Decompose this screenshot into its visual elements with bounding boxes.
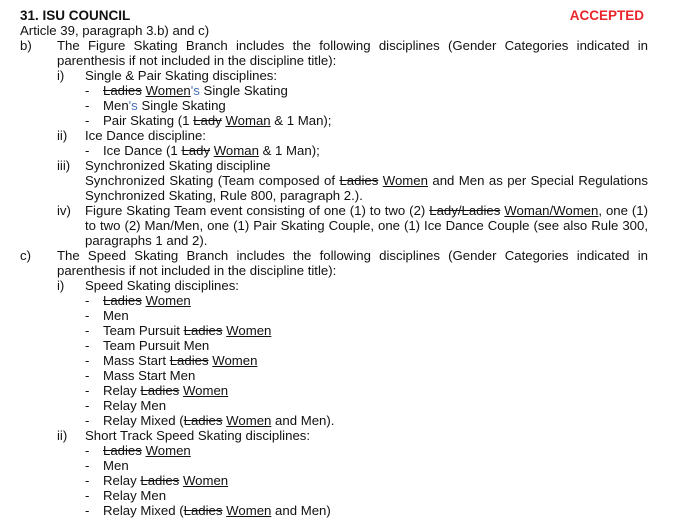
item-text: Relay Men [103, 488, 167, 503]
dash: - [85, 413, 90, 428]
inserted-text: Women [182, 383, 229, 398]
item-text: Relay Mixed ( [103, 503, 184, 518]
b-i-title: Single & Pair Skating disciplines: [85, 68, 278, 83]
list-item [85, 293, 648, 308]
item-text: Ice Dance (1 [103, 143, 182, 158]
c-ii-label: ii) [57, 428, 68, 443]
list-item [85, 488, 648, 503]
item-text: , one (1) to two (2) Man/Men, one (1) Pair Skating Couple, one (1) Ice Dance Couple (see also Rule 300, paragraphs 1 and 2). [85, 203, 648, 248]
item-text: Men [103, 308, 129, 323]
c-ii [57, 428, 648, 518]
document-page [20, 8, 648, 518]
inserted-text: Woman [225, 113, 271, 128]
list-item [85, 113, 648, 128]
dash: - [85, 488, 90, 503]
dash: - [85, 293, 90, 308]
list-item [85, 443, 648, 458]
c-i-label: i) [57, 278, 65, 293]
header [20, 8, 648, 23]
list-item [85, 143, 648, 158]
b-iv-label: iv) [57, 203, 71, 218]
item-text: & 1 Man); [270, 113, 332, 128]
b-ii [57, 128, 648, 158]
struck-text: Ladies [103, 293, 142, 308]
item-text: Mass Start Men [103, 368, 196, 383]
inserted-text: Women [145, 83, 191, 98]
item-text: and Men). [271, 413, 335, 428]
inserted-text: Women [226, 503, 272, 518]
inserted-text: Women [145, 443, 191, 458]
item-text: Pair Skating (1 [103, 113, 194, 128]
b-ii-title: Ice Dance discipline: [85, 128, 206, 143]
article-reference: Article 39, paragraph 3.b) and c) [20, 23, 210, 38]
struck-text: Ladies [140, 383, 180, 398]
b-iv-text [85, 203, 648, 248]
dash: - [85, 98, 90, 113]
item-text: Mass Start [103, 353, 170, 368]
list-item [85, 83, 648, 98]
dash: - [85, 383, 90, 398]
dash: - [85, 143, 90, 158]
b-iii [57, 158, 648, 203]
item-text: Single Skating [199, 83, 288, 98]
item-text: Relay Men [103, 398, 167, 413]
inserted-text: Women [382, 173, 428, 188]
item-text: and Men) [271, 503, 331, 518]
list-item [85, 368, 648, 383]
inserted-text: Women [226, 323, 272, 338]
dash: - [85, 443, 90, 458]
paragraph-c [20, 248, 648, 518]
c-ii-title: Short Track Speed Skating disciplines: [85, 428, 311, 443]
dash: - [85, 368, 90, 383]
dash: - [85, 458, 90, 473]
struck-text: Ladies [169, 353, 209, 368]
list-item [85, 473, 648, 488]
c-i [57, 278, 648, 428]
dash: - [85, 83, 90, 98]
struck-text: Ladies [103, 443, 142, 458]
struck-text: Lady/Ladies [429, 203, 501, 218]
inserted-text: Woman/Women [504, 203, 599, 218]
item-text: Single Skating [137, 98, 226, 113]
inserted-text: Women [145, 293, 191, 308]
struck-text: Lady [193, 113, 222, 128]
item-text: Team Pursuit [103, 323, 184, 338]
dash: - [85, 338, 90, 353]
c-i-title: Speed Skating disciplines: [85, 278, 239, 293]
item-text: Relay Mixed ( [103, 413, 184, 428]
item-text: Relay [103, 383, 141, 398]
b-i-label: i) [57, 68, 65, 83]
struck-text: Ladies [183, 413, 223, 428]
b-iii-text [85, 173, 648, 203]
section-title: 31. ISU COUNCIL [20, 8, 131, 23]
dash: - [85, 323, 90, 338]
list-item [85, 353, 648, 368]
struck-text: Ladies [103, 83, 142, 98]
status-badge: ACCEPTED [569, 8, 644, 23]
inserted-text: Women [226, 413, 272, 428]
struck-text: Ladies [140, 473, 180, 488]
dash: - [85, 113, 90, 128]
list-item [85, 398, 648, 413]
b-iv [57, 203, 648, 248]
item-text: Synchronized Skating (Team composed of [85, 173, 340, 188]
dash: - [85, 308, 90, 323]
inserted-apostrophe: 's [190, 83, 200, 98]
item-text: Relay [103, 473, 141, 488]
list-item [85, 383, 648, 398]
paragraph-c-label: c) [20, 248, 31, 263]
struck-text: Lady [181, 143, 211, 158]
item-text: Figure Skating Team event consisting of one (1) to two (2) [85, 203, 430, 218]
item-text: Men [103, 98, 129, 113]
list-item [85, 323, 648, 338]
inserted-text: Woman [213, 143, 259, 158]
item-text: Team Pursuit Men [103, 338, 210, 353]
b-iii-label: iii) [57, 158, 71, 173]
struck-text: Ladies [183, 323, 223, 338]
inserted-text: Women [182, 473, 229, 488]
item-text: and Men as per Special Regulations Synchronized Skating, Rule 800, paragraph 2.). [85, 173, 648, 203]
paragraph-b-text: The Figure Skating Branch includes the following disciplines (Gender Categories indicated in parenthesis if not included in the discipline title): [57, 38, 648, 68]
inserted-text: Women [212, 353, 258, 368]
dash: - [85, 503, 90, 518]
paragraph-b-label: b) [20, 38, 32, 53]
dash: - [85, 473, 90, 488]
b-ii-label: ii) [57, 128, 68, 143]
struck-text: Ladies [183, 503, 223, 518]
list-item [85, 413, 648, 428]
list-item [85, 308, 648, 323]
paragraph-b [20, 38, 648, 248]
dash: - [85, 353, 90, 368]
item-text: Men [103, 458, 129, 473]
list-item [85, 458, 648, 473]
struck-text: Ladies [339, 173, 379, 188]
inserted-apostrophe: 's [128, 98, 138, 113]
item-text: & 1 Man); [258, 143, 320, 158]
b-iii-title: Synchronized Skating discipline [85, 158, 271, 173]
b-i [57, 68, 648, 128]
dash: - [85, 398, 90, 413]
paragraph-c-text: The Speed Skating Branch includes the following disciplines (Gender Categories indicated in parenthesis if not included in the discipline title): [57, 248, 648, 278]
list-item [85, 338, 648, 353]
list-item [85, 98, 648, 113]
